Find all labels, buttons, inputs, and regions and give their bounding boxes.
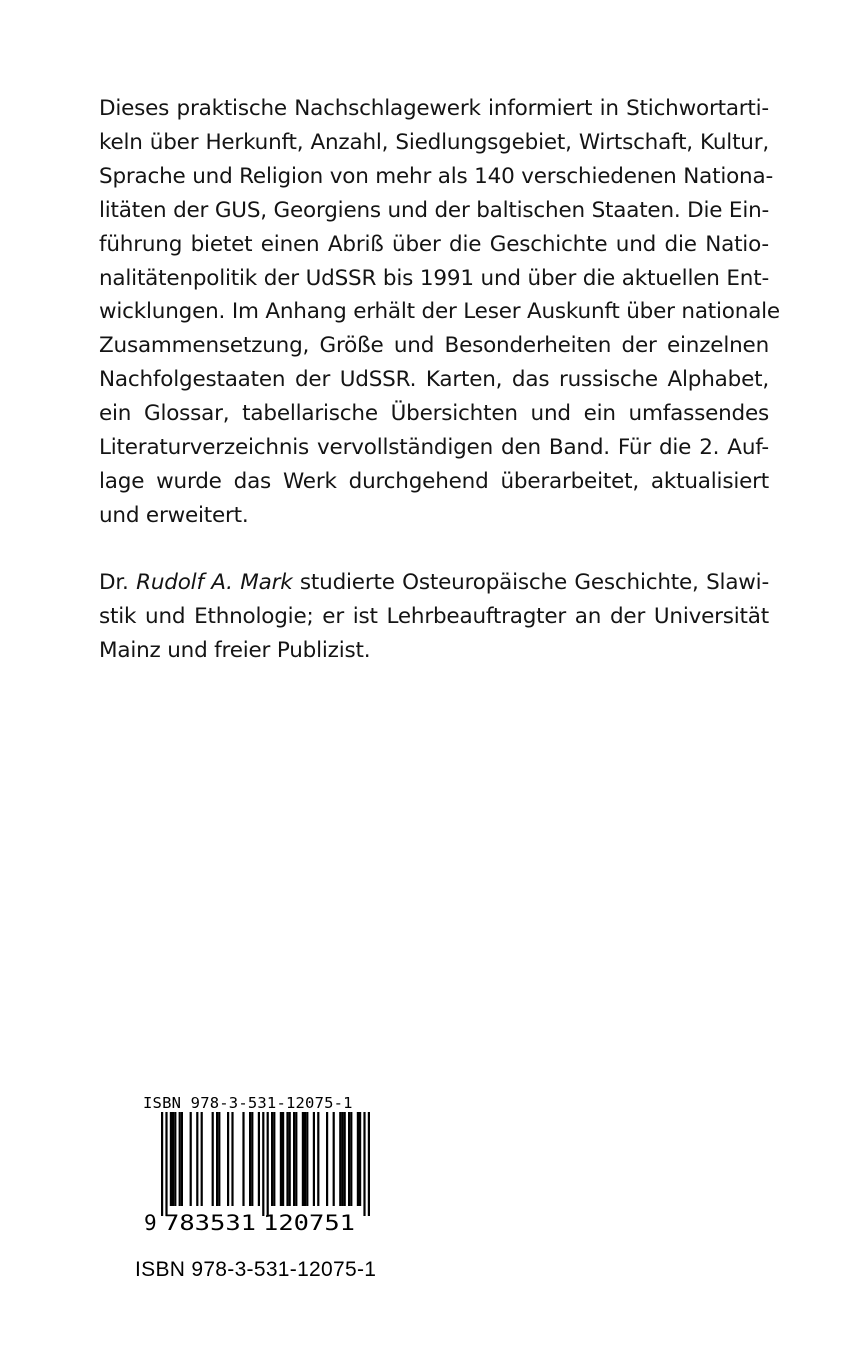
barcode-graphic <box>140 1112 395 1237</box>
barcode-bar <box>306 1112 308 1206</box>
barcode-bar <box>302 1112 304 1206</box>
barcode-bar <box>344 1112 346 1206</box>
barcode-bar <box>295 1112 297 1206</box>
barcode-bar <box>333 1112 335 1206</box>
description-line: Zusammensetzung, Größe und Besonderheiten der einzelnen <box>99 333 769 359</box>
barcode-bar <box>359 1112 361 1206</box>
barcode-bar <box>242 1112 244 1206</box>
barcode-guard-bar <box>165 1112 167 1216</box>
barcode-bar <box>190 1112 192 1206</box>
barcode-guard-bar <box>262 1112 264 1216</box>
barcode-bar <box>218 1112 220 1206</box>
author-bio <box>99 566 769 668</box>
barcode-bar <box>348 1112 350 1206</box>
barcode-bar <box>196 1112 198 1206</box>
barcode-bar <box>170 1112 172 1206</box>
barcode-bar <box>317 1112 319 1206</box>
barcode-bar <box>258 1112 260 1206</box>
barcode-bar <box>212 1112 214 1206</box>
description-line: und erweitert. <box>99 502 249 528</box>
description-line: litäten der GUS, Georgiens und der baltischen Staaten. Die Ein- <box>99 197 770 223</box>
barcode-guard-bar <box>363 1112 365 1216</box>
barcode-left-digits: 783531 <box>164 1211 256 1235</box>
description-line: wicklungen. Im Anhang erhält der Leser Auskunft über nationale <box>99 299 780 325</box>
author-bio-text: studierte Osteuropäische Geschichte, Slawi- <box>299 570 770 595</box>
author-bio-line <box>99 566 769 600</box>
isbn-number: ISBN 978-3-531-12075-1 <box>135 1258 377 1281</box>
barcode-lead-digit: 9 <box>144 1211 157 1235</box>
barcode-bar <box>216 1112 218 1206</box>
description-line: Dieses praktische Nachschlagewerk informiert in Stichwortarti- <box>99 96 769 121</box>
barcode-bar <box>273 1112 275 1206</box>
barcode-bar <box>341 1112 343 1206</box>
barcode-bar <box>280 1112 282 1206</box>
author-name: Rudolf A. Mark <box>136 570 293 595</box>
description-line: keln über Herkunft, Anzahl, Siedlungsgebiet, Wirtschaft, Kultur, <box>99 129 769 155</box>
barcode-bar <box>181 1112 183 1206</box>
barcode-bar <box>339 1112 341 1206</box>
barcode-bar <box>251 1112 253 1206</box>
barcode-right-digits: 120751 <box>263 1211 355 1235</box>
barcode-bar <box>227 1112 229 1206</box>
barcode-bar <box>201 1112 203 1206</box>
description-line: Sprache und Religion von mehr als 140 verschiedenen Nationa- <box>99 163 774 189</box>
barcode-bar <box>179 1112 181 1206</box>
barcode-bar <box>289 1112 291 1206</box>
barcode-bars <box>161 1112 370 1216</box>
barcode-isbn-label: ISBN 978-3-531-12075-1 <box>143 1094 353 1112</box>
barcode-bar <box>271 1112 273 1206</box>
barcode-bar <box>231 1112 233 1206</box>
description-line: Literaturverzeichnis vervollständigen den Band. Für die 2. Auf- <box>99 435 769 461</box>
barcode-bar <box>357 1112 359 1206</box>
barcode-bar <box>293 1112 295 1206</box>
author-bio-line: stik und Ethnologie; er ist Lehrbeauftragter an der Universität <box>99 603 769 629</box>
barcode-bar <box>286 1112 288 1206</box>
barcode-bar <box>326 1112 328 1206</box>
barcode-bar <box>172 1112 174 1206</box>
barcode-bar <box>282 1112 284 1206</box>
barcode-guard-bar <box>368 1112 370 1216</box>
barcode-bar <box>174 1112 176 1206</box>
isbn-barcode <box>140 1094 400 1244</box>
barcode-bar <box>249 1112 251 1206</box>
barcode-guard-bar <box>161 1112 163 1216</box>
description-line: nalitätenpolitik der UdSSR bis 1991 und über die aktuellen Ent- <box>99 265 769 291</box>
barcode-bar <box>350 1112 352 1206</box>
description-line: Nachfolgestaaten der UdSSR. Karten, das russische Alphabet, <box>99 367 769 393</box>
barcode-bar <box>304 1112 306 1206</box>
barcode-guard-bar <box>267 1112 269 1216</box>
description-line: lage wurde das Werk durchgehend überarbeitet, aktualisiert <box>99 468 769 494</box>
author-bio-line: Mainz und freier Publizist. <box>99 637 371 663</box>
barcode-bar <box>313 1112 315 1206</box>
description-line: führung bietet einen Abriß über die Geschichte und die Natio- <box>99 231 769 257</box>
author-title: Dr. <box>99 570 129 595</box>
description-line: ein Glossar, tabellarische Übersichten und ein umfassendes <box>99 401 769 427</box>
description-text <box>99 92 780 533</box>
